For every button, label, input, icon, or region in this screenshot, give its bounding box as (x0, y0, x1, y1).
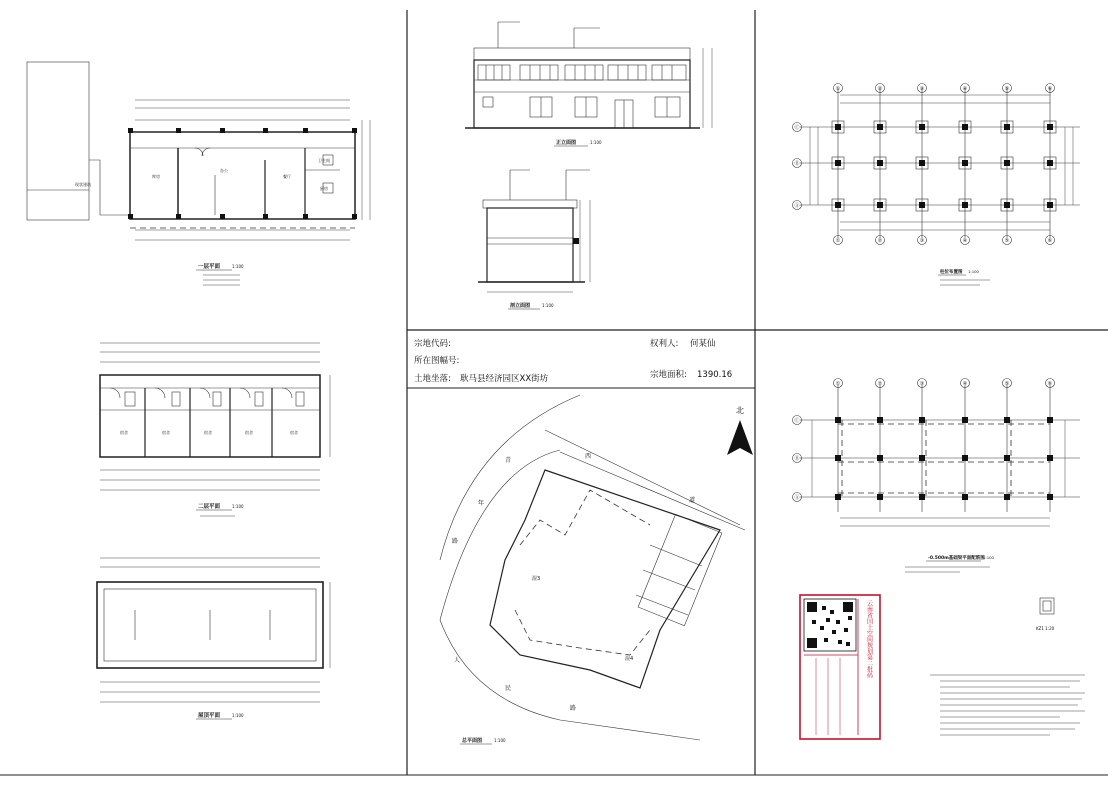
svg-text:办公: 办公 (220, 168, 228, 173)
svg-text:①: ① (835, 381, 841, 387)
owner-value: 何某仙 (690, 339, 716, 349)
zone-label-1: 混3 (532, 576, 541, 582)
north-arrow-icon (727, 420, 753, 455)
section-elevation (478, 170, 590, 309)
svg-text:③: ③ (919, 381, 925, 387)
site-plan (440, 395, 753, 744)
svg-text:⑤: ⑤ (1004, 238, 1010, 244)
svg-text:库房: 库房 (152, 174, 160, 179)
foundation-title: -0.500m基础梁平面配筋图 (928, 556, 985, 561)
svg-text:③: ③ (919, 86, 925, 92)
column-detail-label: KZ1 1:20 (1036, 626, 1055, 631)
svg-text:③: ③ (919, 238, 925, 244)
floor2-title: 二层平面 (198, 504, 221, 510)
svg-text:Ⓒ: Ⓒ (794, 418, 800, 424)
svg-text:②: ② (877, 238, 883, 244)
svg-text:①: ① (835, 86, 841, 92)
svg-text:⑥: ⑥ (1047, 381, 1053, 387)
site-plan-scale: 1:100 (494, 738, 506, 743)
svg-text:Ⓐ: Ⓐ (794, 495, 800, 501)
road-char-2: 年 (478, 500, 485, 507)
svg-text:宿舍: 宿舍 (204, 430, 212, 435)
parcel-code-label: 宗地代码: (414, 339, 451, 349)
road-char-1: 青 (505, 457, 512, 464)
svg-text:宿舍: 宿舍 (290, 430, 298, 435)
svg-text:⑤: ⑤ (1004, 381, 1010, 387)
svg-text:②: ② (877, 381, 883, 387)
front-elevation (465, 22, 712, 146)
front-elevation-title: 正立面图 (556, 140, 577, 146)
zone-label-2: 混4 (625, 656, 634, 662)
foundation-scale: 1:100 (983, 555, 994, 560)
map-no-label: 所在图幅号: (414, 356, 460, 366)
column-plan-scale: 1:100 (968, 269, 979, 274)
svg-text:厨房: 厨房 (320, 186, 328, 191)
svg-text:餐厅: 餐厅 (283, 174, 291, 179)
roof-scale: 1:100 (232, 713, 244, 718)
floor1-scale: 1:100 (232, 264, 244, 269)
svg-text:④: ④ (962, 381, 968, 387)
section-scale: 1:100 (542, 303, 554, 308)
road-char-4: 西 (585, 453, 592, 460)
svg-text:②: ② (877, 86, 883, 92)
notes-block (930, 675, 1085, 735)
svg-text:④: ④ (962, 238, 968, 244)
svg-text:宿舍: 宿舍 (245, 430, 253, 435)
section-title: 剖立面图 (510, 303, 531, 309)
road-char-5: 道 (689, 497, 696, 504)
road-char-6: 人 (454, 657, 461, 664)
site-plan-title: 总平面图 (462, 738, 483, 744)
svg-text:Ⓑ: Ⓑ (794, 456, 800, 462)
column-plan-title: 柱位布置图 (940, 270, 963, 275)
road-char-7: 民 (505, 685, 512, 692)
svg-text:⑤: ⑤ (1004, 86, 1010, 92)
roof-plan (97, 558, 330, 719)
floor2-scale: 1:100 (232, 504, 244, 509)
svg-text:Ⓐ: Ⓐ (794, 203, 800, 209)
floor1-title: 一层平面 (198, 264, 221, 270)
svg-text:Ⓑ: Ⓑ (794, 161, 800, 167)
approval-stamp (800, 595, 880, 739)
svg-text:Ⓒ: Ⓒ (794, 125, 800, 131)
parcel-info (414, 338, 732, 384)
front-elevation-scale: 1:100 (590, 140, 602, 145)
road-char-8: 路 (570, 705, 577, 712)
svg-text:⑥: ⑥ (1047, 238, 1053, 244)
road-char-3: 路 (452, 538, 459, 545)
stamp-title: 云南省国土空间规划第二批码 (865, 600, 873, 678)
svg-text:宿舍: 宿舍 (120, 430, 128, 435)
location-value: 耿马县经济园区XX街坊 (460, 374, 549, 384)
area-label: 宗地面积: (650, 370, 687, 380)
floor1-plan (27, 62, 370, 285)
north-label: 北 (736, 406, 744, 415)
panel-grid (0, 10, 1108, 775)
svg-text:④: ④ (962, 86, 968, 92)
foundation-plan (793, 379, 1081, 632)
column-plan (793, 84, 1081, 286)
area-value: 1390.16 (697, 370, 733, 380)
floor2-plan (100, 343, 330, 516)
svg-text:①: ① (835, 238, 841, 244)
owner-label: 权利人: (650, 339, 679, 349)
svg-text:现状建筑: 现状建筑 (75, 182, 91, 187)
roof-title: 屋顶平面 (198, 713, 221, 719)
svg-text:⑥: ⑥ (1047, 86, 1053, 92)
svg-text:卫生间: 卫生间 (318, 158, 330, 163)
location-label: 土地坐落: (414, 374, 451, 384)
svg-text:宿舍: 宿舍 (162, 430, 170, 435)
